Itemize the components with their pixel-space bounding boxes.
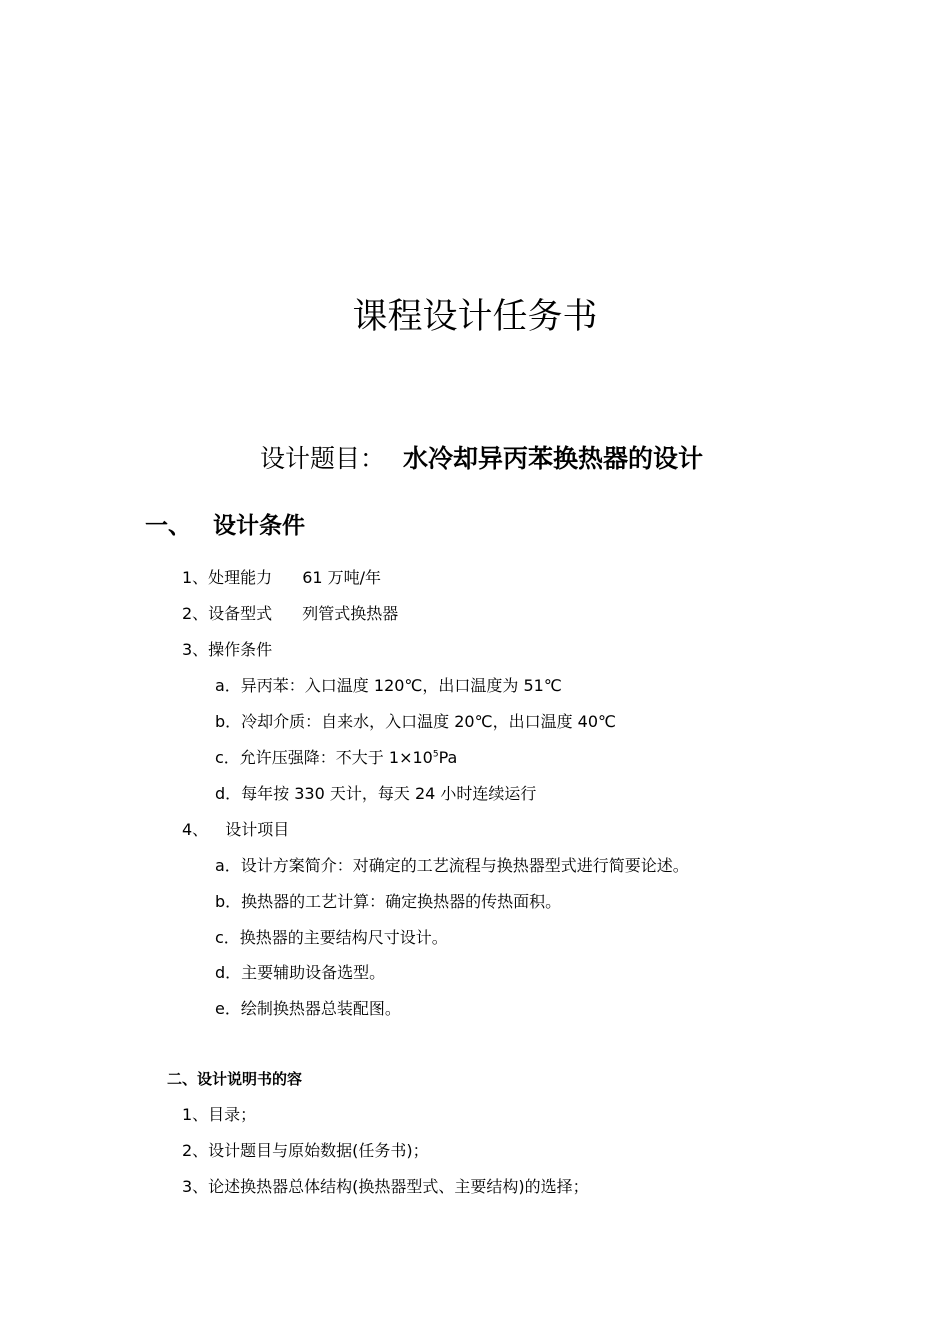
item2-value: 列管式换热器 [302, 604, 399, 623]
item4-a: a．设计方案简介：对确定的工艺流程与换热器型式进行简要论述。 [215, 856, 689, 875]
item4-number: 4、 [182, 820, 209, 839]
section2-item-1: 1、目录； [182, 1105, 257, 1124]
item3-label: 3、操作条件 [182, 640, 273, 659]
item1-value: 61 万吨/年 [302, 568, 382, 587]
item3-a: a．异丙苯：入口温度 120℃，出口温度为 51℃ [215, 676, 562, 695]
item3-c-unit: Pa [438, 748, 458, 767]
item2-label: 2、设备型式 [182, 604, 273, 623]
item3-b: b．冷却介质：自来水，入口温度 20℃，出口温度 40℃ [215, 712, 616, 731]
item1-label: 1、处理能力 [182, 568, 273, 587]
item4-b: b．换热器的工艺计算：确定换热器的传热面积。 [215, 892, 562, 911]
item3-d: d．每年按 330 天计，每天 24 小时连续运行 [215, 784, 537, 803]
document-title: 课程设计任务书 [352, 297, 598, 337]
section2-heading: 二、设计说明书的容 [167, 1070, 303, 1088]
item2 [182, 603, 398, 625]
subject-value: 水冷却异丙苯换热器的设计 [403, 444, 704, 473]
section2-item-3: 3、论述换热器总体结构(换热器型式、主要结构)的选择； [182, 1177, 589, 1196]
design-subject [260, 441, 703, 477]
section1-number: 一、 [145, 513, 191, 539]
item4-c: c．换热器的主要结构尺寸设计。 [215, 928, 448, 947]
item4-e: e．绘制换热器总装配图。 [215, 999, 401, 1018]
item3-c [215, 747, 457, 769]
subject-label: 设计题目： [260, 444, 386, 473]
item4 [182, 819, 289, 841]
item3-c-text: c．允许压强降：不大于 1×10 [215, 748, 433, 767]
section1-title: 设计条件 [213, 513, 305, 539]
item3-c-exponent: 5 [432, 749, 439, 760]
item4-label: 设计项目 [225, 820, 290, 839]
item1 [182, 567, 381, 589]
section1-heading [145, 509, 305, 543]
section2-item-2: 2、设计题目与原始数据(任务书)； [182, 1141, 429, 1160]
item4-d: d．主要辅助设备选型。 [215, 963, 386, 982]
